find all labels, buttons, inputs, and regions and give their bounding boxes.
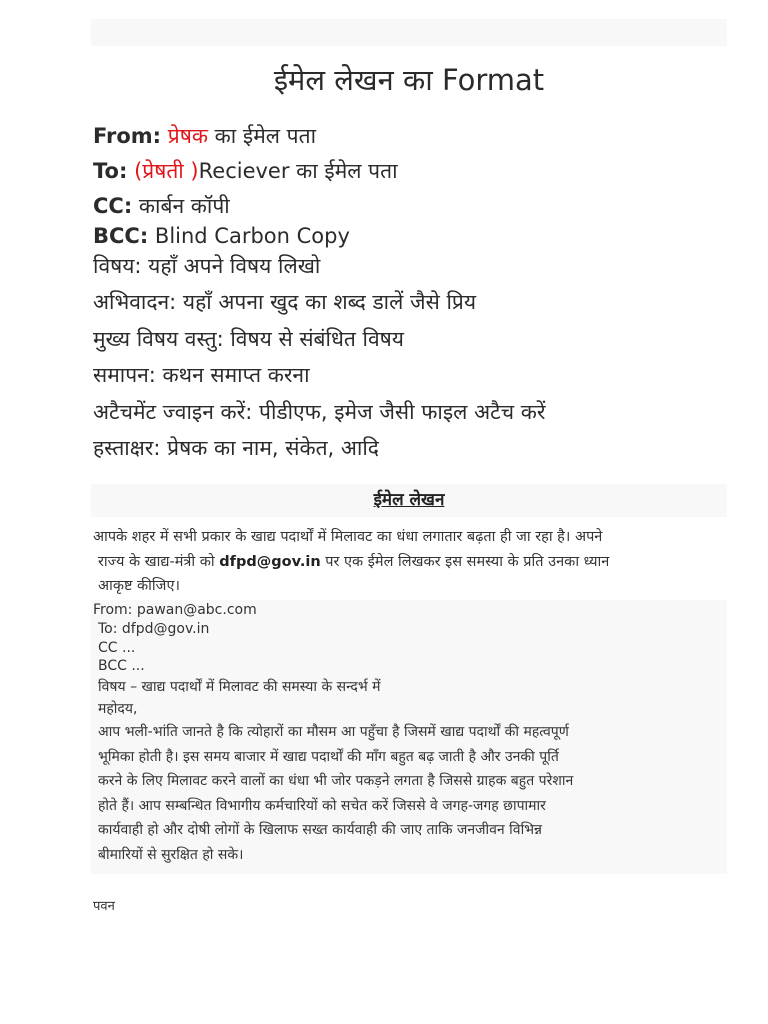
format-text: का ईमेल पता bbox=[207, 124, 317, 148]
question-text: पर एक ईमेल लिखकर इस समस्या के प्रति उनका ध्यान bbox=[320, 553, 610, 570]
format-row-signature bbox=[93, 433, 733, 469]
format-row-bcc bbox=[93, 221, 733, 251]
format-text: Blind Carbon Copy bbox=[148, 224, 350, 248]
letter-signature: पवन bbox=[93, 899, 115, 914]
letter-subject: विषय – खाद्य पदार्थों में मिलावट की समस्या के सन्दर्भ में bbox=[98, 679, 381, 696]
format-text: अभिवादन: यहाँ अपना खुद का शब्द डालें जैसे प्रिय bbox=[93, 290, 477, 314]
letter-body-line: भूमिका होती है। इस समय बाजार में खाद्य पदार्थों की माँग बहुत बढ़ जाती है और उनकी पूर्ति bbox=[98, 748, 559, 765]
format-key: From: bbox=[93, 124, 162, 148]
letter-cc: CC ... bbox=[98, 639, 136, 656]
letter-bcc: BCC ... bbox=[98, 658, 145, 675]
format-text: Reciever का ईमेल पता bbox=[198, 159, 398, 183]
letter-salutation: महोदय, bbox=[98, 701, 138, 718]
format-text: हस्ताक्षर: प्रेषक का नाम, संकेत, आदि bbox=[93, 436, 379, 460]
question-line: आकृष्ट कीजिए। bbox=[98, 578, 180, 594]
format-key: To: bbox=[93, 159, 128, 183]
question-paragraph bbox=[93, 525, 727, 599]
header-band bbox=[91, 19, 727, 46]
format-row-main-content bbox=[93, 324, 733, 360]
format-accent: प्रेषक bbox=[167, 124, 208, 148]
format-text: विषय: यहाँ अपने विषय लिखो bbox=[93, 254, 321, 278]
question-line bbox=[93, 550, 727, 575]
format-row-from bbox=[93, 121, 733, 155]
question-line: आपके शहर में सभी प्रकार के खाद्य पदार्थों में मिलावट का धंधा लगातार बढ़ता ही जा रहा है। अपने bbox=[93, 529, 603, 545]
question-email: dfpd@gov.in bbox=[219, 553, 321, 570]
letter-body-line: करने के लिए मिलावट करने वालों का धंधा भी जोर पकड़ने लगता है जिससे ग्राहक बहुत परेशान bbox=[98, 773, 574, 790]
format-text: मुख्य विषय वस्तु: विषय से संबंधित विषय bbox=[93, 327, 404, 351]
question-text: राज्य के खाद्य-मंत्री को bbox=[98, 553, 220, 570]
format-key: BCC: bbox=[93, 224, 149, 248]
letter-from: From: pawan@abc.com bbox=[93, 602, 257, 618]
format-row-to bbox=[93, 155, 733, 191]
format-row-closing bbox=[93, 360, 733, 397]
letter-body-line: कार्यवाही हो और दोषी लोगों के खिलाफ सख्त कार्यवाही की जाए ताकि जनजीवन विभिन्न bbox=[98, 822, 543, 839]
format-list bbox=[93, 121, 733, 469]
format-text: कार्बन कॉपी bbox=[132, 194, 230, 218]
letter-body-line: आप भली-भांति जानते है कि त्योहारों का मौसम आ पहुँचा है जिसमें खाद्य पदार्थों की महत्वपूर्ण bbox=[98, 724, 569, 741]
format-text: अटैचमेंट ज्वाइन करें: पीडीएफ, इमेज जैसी फाइल अटैच करें bbox=[93, 400, 546, 424]
email-letter bbox=[93, 601, 727, 867]
format-row-cc bbox=[93, 191, 733, 221]
letter-body-line: बीमारियों से सुरक्षित हो सके। bbox=[98, 846, 244, 863]
format-key: CC: bbox=[93, 194, 133, 218]
letter-body-line: होते हैं। आप सम्बन्धित विभागीय कर्मचारियों को सचेत करें जिससे वे जगह-जगह छापामार bbox=[98, 797, 546, 814]
format-row-attachment bbox=[93, 397, 733, 433]
format-text: समापन: कथन समाप्त करना bbox=[93, 363, 310, 387]
page-title: ईमेल लेखन का Format bbox=[273, 63, 545, 97]
letter-to: To: dfpd@gov.in bbox=[98, 620, 210, 637]
format-row-subject bbox=[93, 251, 733, 287]
format-accent: (प्रेषती ) bbox=[134, 159, 199, 183]
format-row-greeting bbox=[93, 287, 733, 324]
section-title: ईमेल लेखन bbox=[373, 490, 445, 510]
